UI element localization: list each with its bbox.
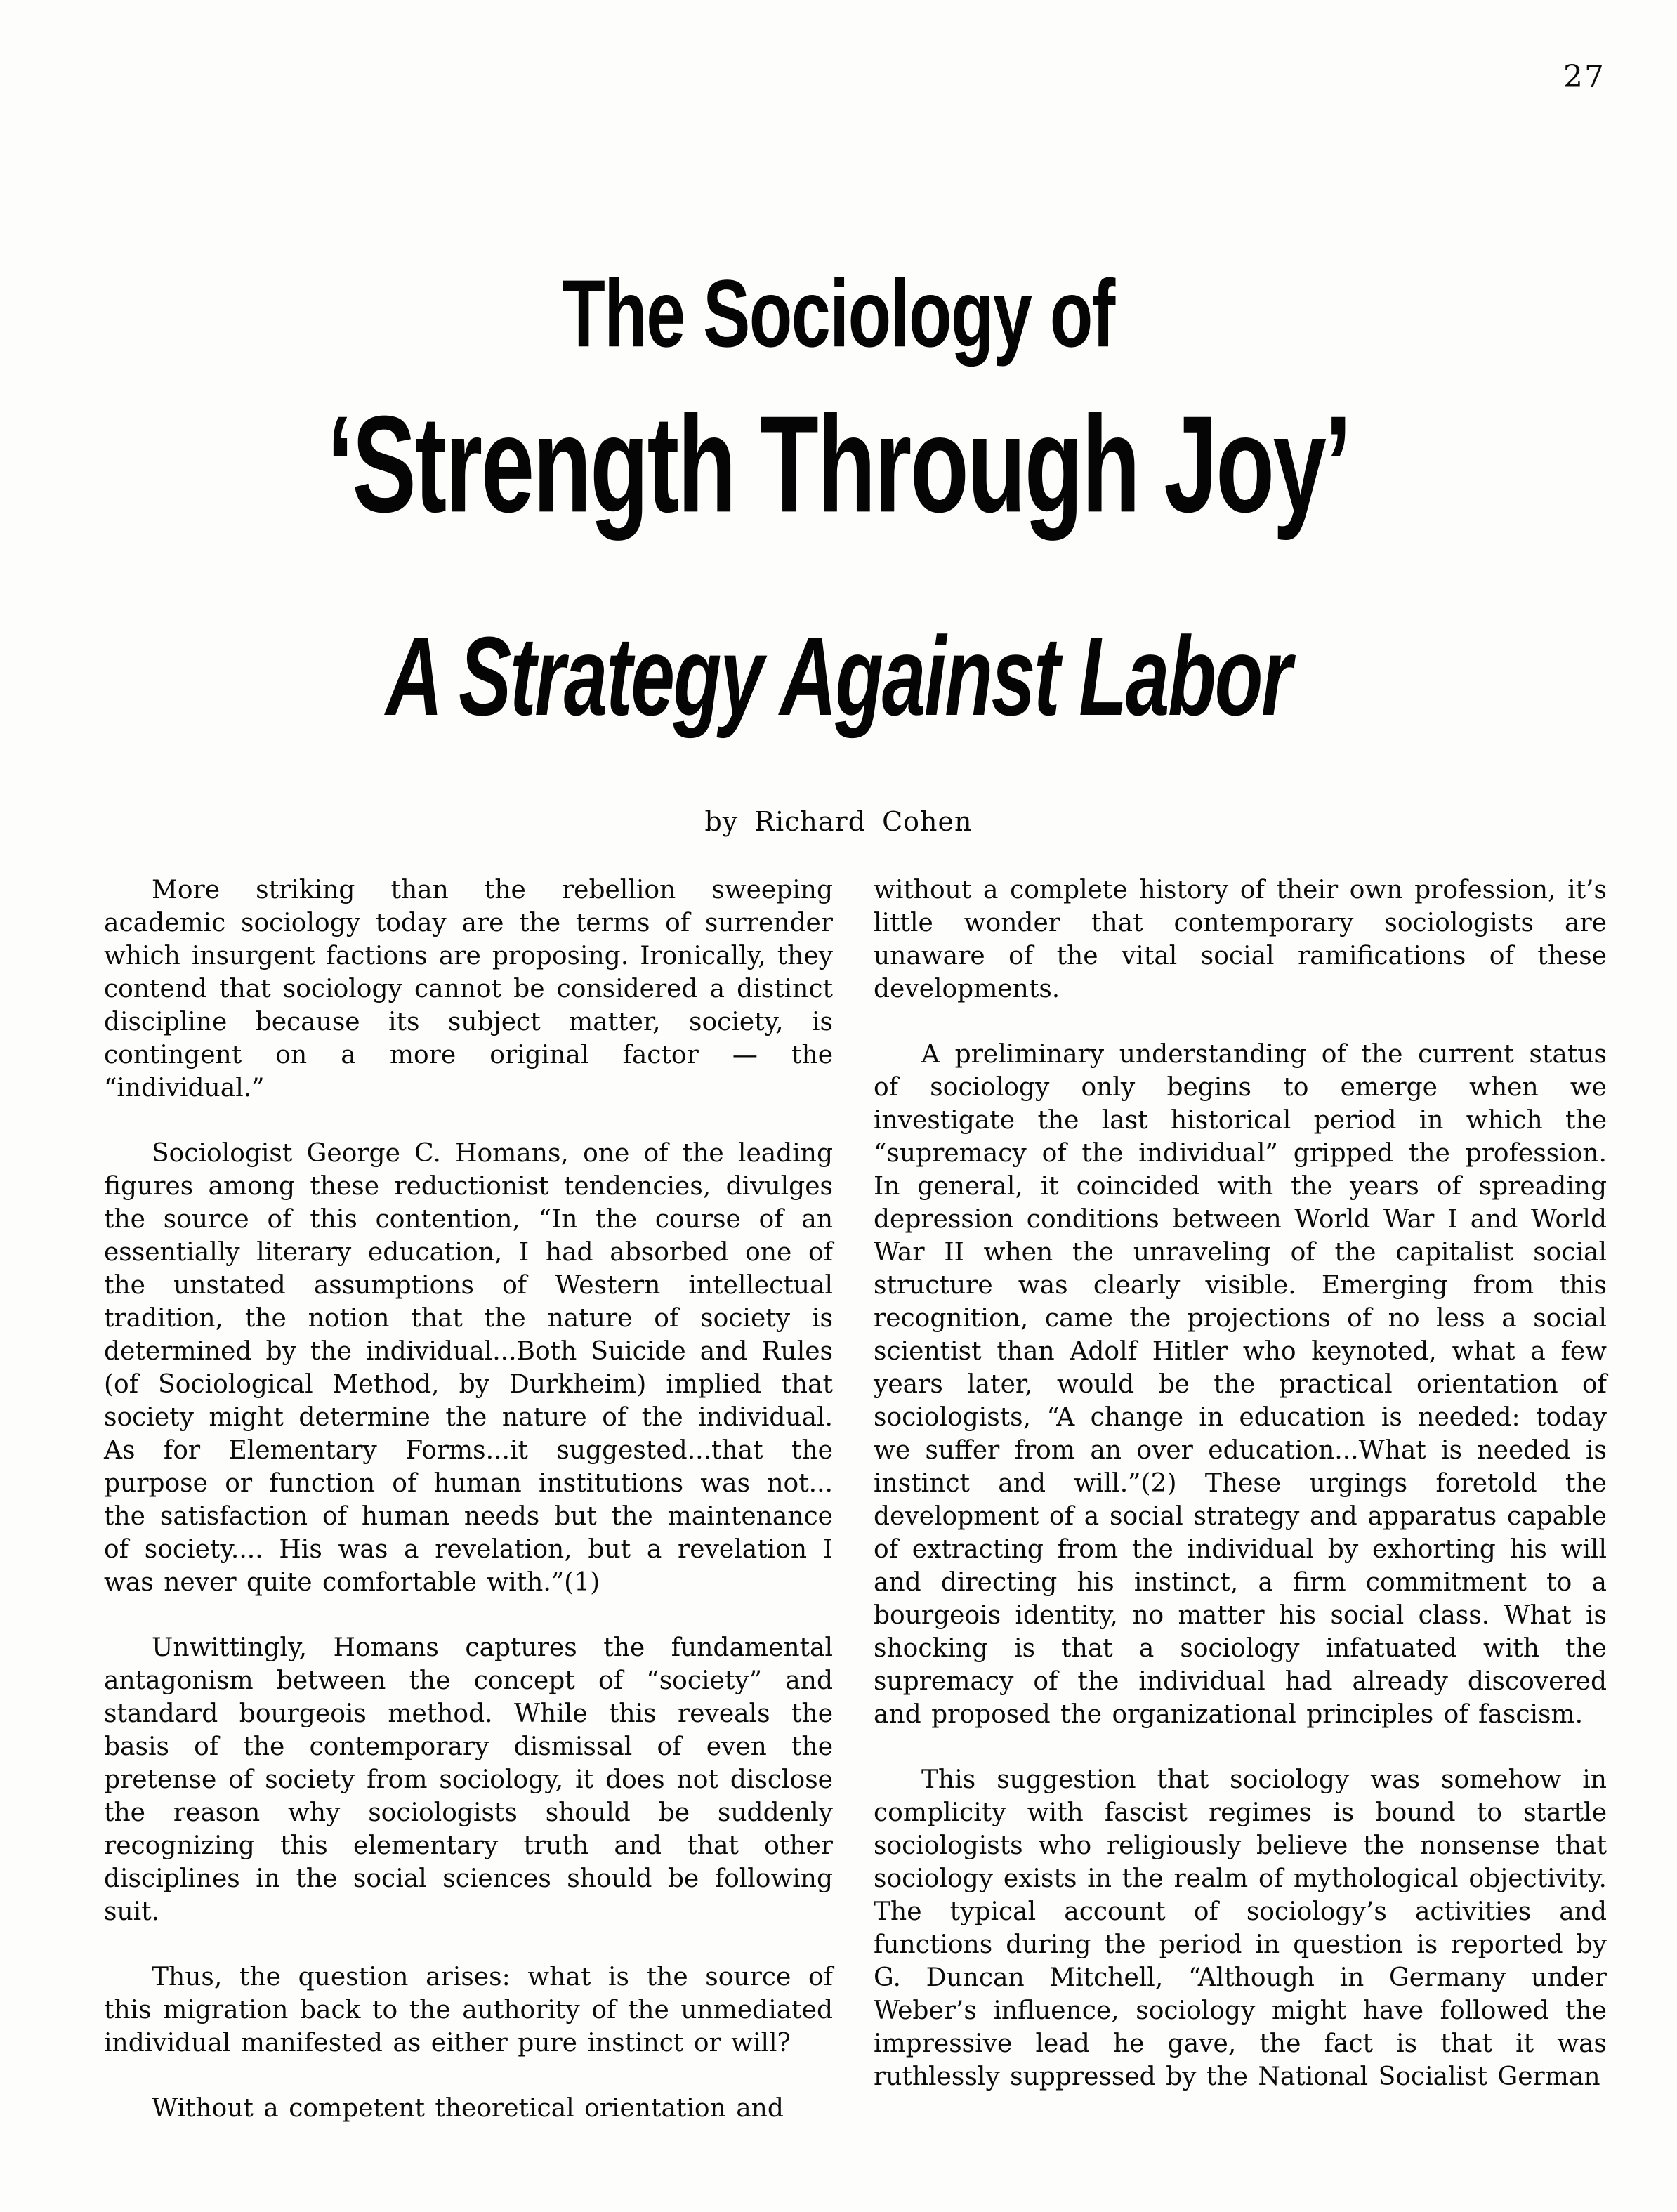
article-title-block (0, 258, 1677, 367)
body-column-right (874, 874, 1607, 2126)
byline: by Richard Cohen (704, 806, 973, 837)
article-title-line-1: The Sociology of (562, 260, 1115, 367)
paragraph: Sociologist George C. Homans, one of the leading figures among these reductionist tendencies, divulges the source of this contention, “In the course of an essentially literary education, I had absorbed one of the unstated assumptions of Western intellectual tradition, the notion that the nature of society is determined by the individual...Both Suicide and Rules (of Sociological Method, by Durkheim) implied that society might determine the nature of the individual. As for Elementary Forms...it suggested...that the purpose or function of human institutions was not... the satisfaction of human needs but the maintenance of society.... His was a revelation, but a revelation I was never quite comfortable with.”(1) (104, 1139, 833, 1597)
paragraph: Without a competent theoretical orientation and (152, 2094, 784, 2123)
body-column-left (104, 874, 833, 2157)
paragraph: A preliminary understanding of the current status of sociology only begins to emerge when we investigate the last historical period in which the “supremacy of the individual” gripped the profession. In general, it coincided with the years of spreading depression conditions between World War I and World War II when the unraveling of the capitalist social structure was clearly visible. Emerging from this recognition, came the projections of no less a social scientist than Adolf Hitler who keynoted, what a few years later, would be the practical orientation of sociologists, “A change in education is needed: today we suffer from an over education...What is needed is instinct and will.”(2) These urgings foretold the development of a social strategy and apparatus capable of extracting from the individual by exhorting his will and directing his instinct, a firm commitment to a bourgeois identity, no matter his social class. What is shocking is that a sociology infatuated with the supremacy of the individual had already discovered and proposed the organizational principles of fascism. (874, 1040, 1607, 1729)
paragraph: Unwittingly, Homans captures the fundamental antagonism between the concept of “society” and standard bourgeois method. While this reveals the basis of the contemporary dismissal of even the pretense of society from sociology, it does not disclose the reason why sociologists should be suddenly recognizing this elementary truth and that other disciplines in the social sciences should be following suit. (104, 1633, 833, 1926)
paragraph: This suggestion that sociology was somehow in complicity with fascist regimes is bound to startle sociologists who religiously believe the nonsense that sociology exists in the realm of mythological objectivity. The typical account of sociology’s activities and functions during the period in question is reported by G. Duncan Mitchell, “Although in Germany under Weber’s influence, sociology might have followed the impressive lead he gave, the fact is that it was ruthlessly suppressed by the National Socialist German (874, 1765, 1607, 2091)
article-subtitle: A Strategy Against Labor (386, 614, 1291, 739)
paragraph: More striking than the rebellion sweeping academic sociology today are the terms of surrender which insurgent factions are proposing. Ironically, they contend that sociology cannot be considered a distinct discipline because its subject matter, society, is contingent on a more original factor — the “individual.” (104, 876, 833, 1102)
article-title-block-2 (0, 385, 1677, 541)
article-subtitle-block (0, 612, 1677, 739)
page-number: 27 (1563, 59, 1605, 95)
paragraph: Thus, the question arises: what is the source of this migration back to the authority of the unmediated individual manifested as either pure instinct or will? (104, 1963, 833, 2058)
paragraph: without a complete history of their own profession, it’s little wonder that contemporary sociologists are unaware of the vital social ramifications of these developments. (874, 876, 1607, 1003)
article-title-line-2: ‘Strength Through Joy’ (327, 387, 1350, 541)
